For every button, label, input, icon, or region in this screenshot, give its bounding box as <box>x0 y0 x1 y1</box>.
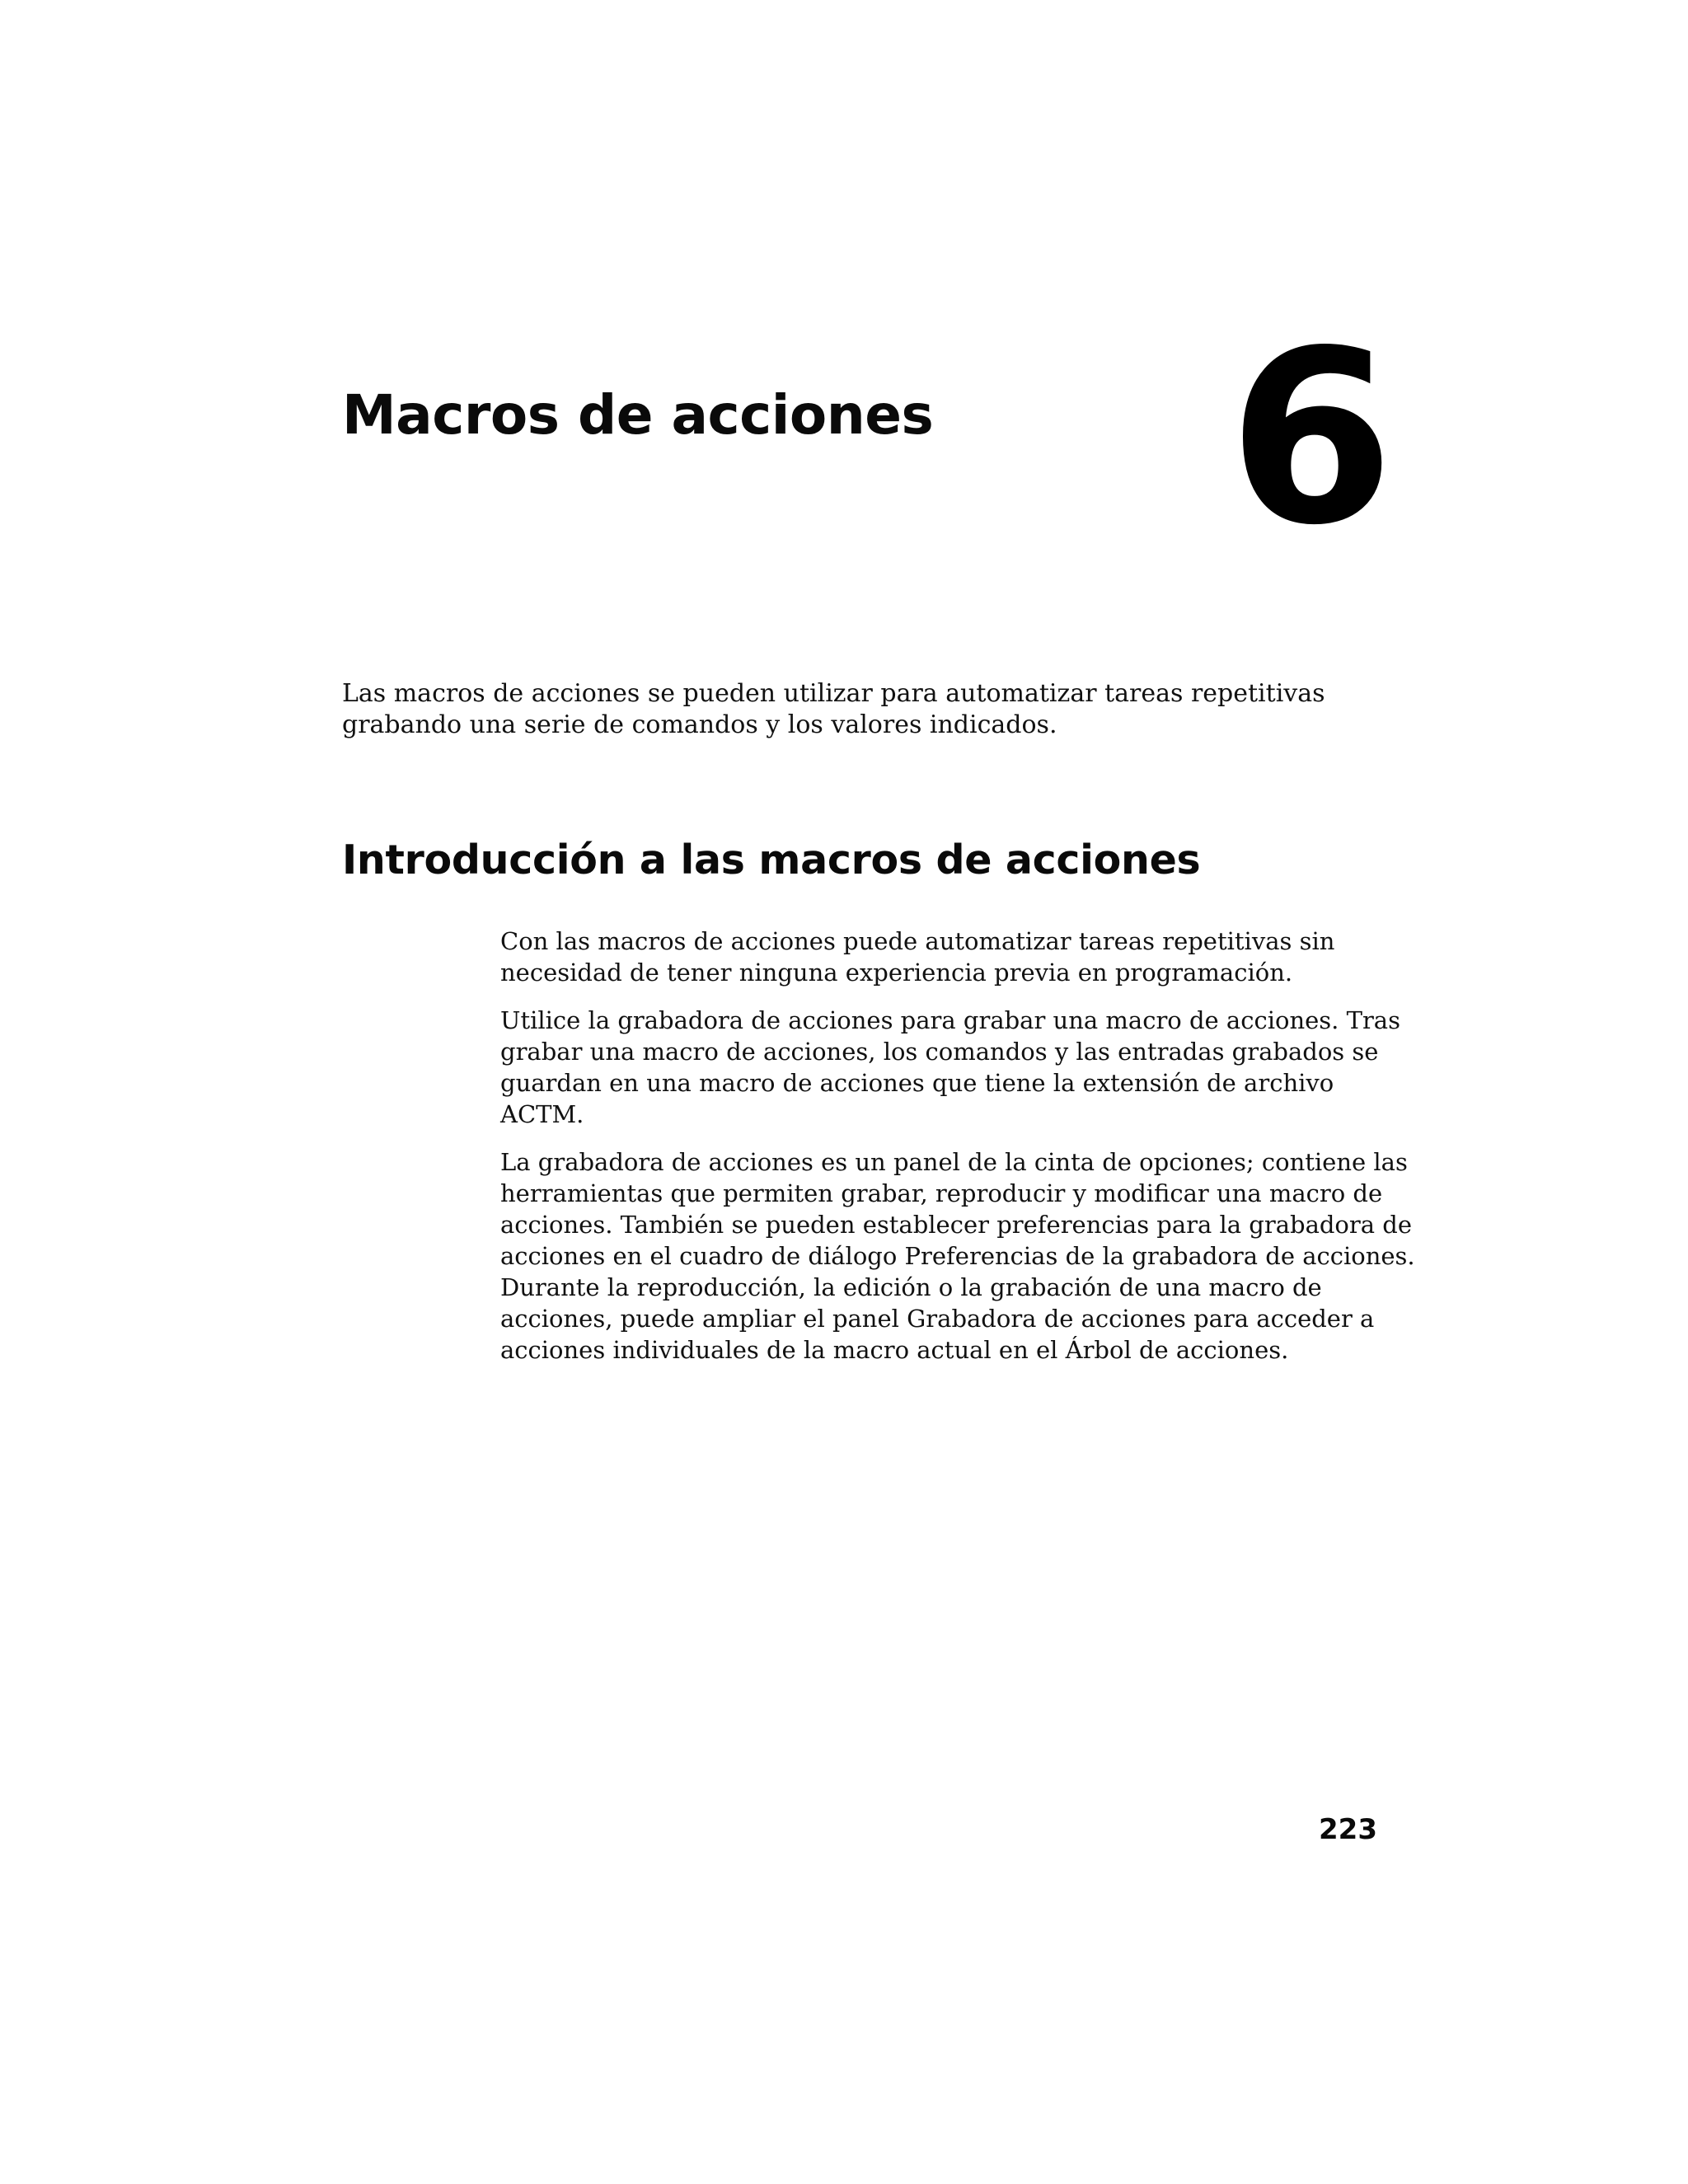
page-number: 223 <box>1319 1813 1377 1846</box>
chapter-number: 6 <box>1228 300 1395 578</box>
intro-paragraph: Las macros de acciones se pueden utilizar para automatizar tareas repetitivas grabando una serie de comandos y los valores indicados. <box>342 679 1325 739</box>
section-body <box>500 926 1419 1382</box>
section-paragraph: Utilice la grabadora de acciones para grabar una macro de acciones. Tras grabar una macro de acciones, los comandos y las entradas grabados se guardan en una macro de acciones que tiene la extensión de archivo ACTM. <box>500 1006 1400 1128</box>
section-paragraph: La grabadora de acciones es un panel de la cinta de opciones; contiene las herramientas que permiten grabar, reproducir y modificar una macro de acciones. También se pueden establecer preferencias para la grabadora de acciones en el cuadro de diálogo Preferencias de la grabadora de acciones. Durante la reproducción, la edición o la grabación de una macro de acciones, puede ampliar el panel Grabadora de acciones para acceder a acciones individuales de la macro actual en el Árbol de acciones. <box>500 1148 1415 1364</box>
section-heading: Introducción a las macros de acciones <box>342 837 1201 883</box>
section-paragraph: Con las macros de acciones puede automatizar tareas repetitivas sin necesidad de tener ninguna experiencia previa en programación. <box>500 927 1335 987</box>
chapter-title: Macros de acciones <box>342 383 934 447</box>
